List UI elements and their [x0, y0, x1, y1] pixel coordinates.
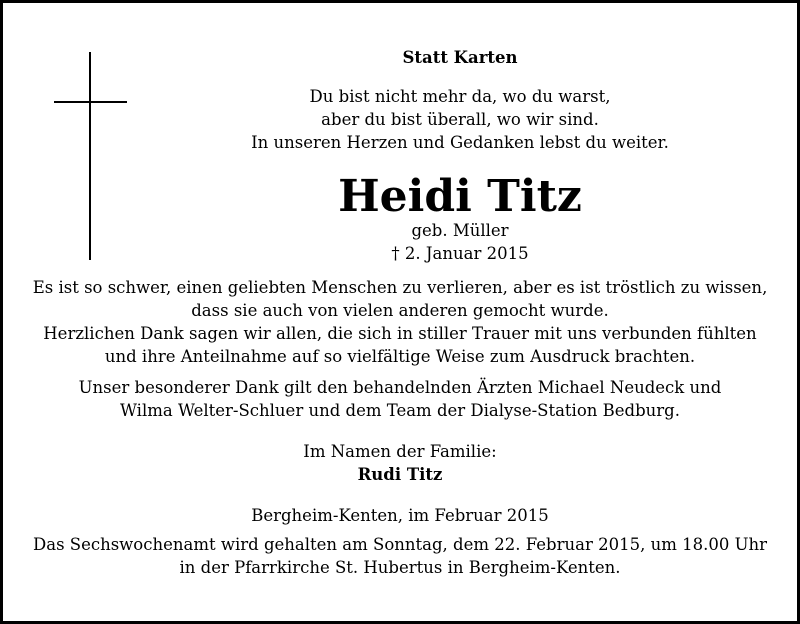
body-line: Wilma Welter-Schluer und dem Team der Dialyse-Station Bedburg.	[120, 401, 680, 420]
cross-vertical-bar	[89, 52, 91, 260]
maiden-name: geb. Müller	[411, 221, 509, 240]
service-line: in der Pfarrkirche St. Hubertus in Bergheim-Kenten.	[179, 558, 621, 577]
deceased-name: Heidi Titz	[338, 171, 582, 222]
body-line: Es ist so schwer, einen geliebten Menschen zu verlieren, aber es ist tröstlich zu wissen,	[32, 278, 768, 297]
body-line: und ihre Anteilnahme auf so vielfältige Weise zum Ausdruck brachten.	[104, 347, 696, 366]
place-date: Bergheim-Kenten, im Februar 2015	[251, 506, 549, 525]
service-line: Das Sechswochenamt wird gehalten am Sonntag, dem 22. Februar 2015, um 18.00 Uhr	[33, 535, 767, 554]
poem-line: Du bist nicht mehr da, wo du warst,	[309, 87, 611, 106]
body-line: dass sie auch von vielen anderen gemocht wurde.	[191, 301, 609, 320]
signature-name: Rudi Titz	[357, 465, 443, 484]
poem-line: In unseren Herzen und Gedanken lebst du weiter.	[251, 133, 669, 152]
signature-intro: Im Namen der Familie:	[303, 442, 497, 461]
poem-line: aber du bist überall, wo wir sind.	[321, 110, 599, 129]
cross-horizontal-bar	[54, 101, 127, 103]
body-line: Herzlichen Dank sagen wir allen, die sich in stiller Trauer mit uns verbunden fühlten	[43, 324, 757, 343]
body-line: Unser besonderer Dank gilt den behandelnden Ärzten Michael Neudeck und	[78, 378, 722, 397]
death-date: † 2. Januar 2015	[391, 244, 529, 263]
notice-header: Statt Karten	[402, 48, 518, 67]
